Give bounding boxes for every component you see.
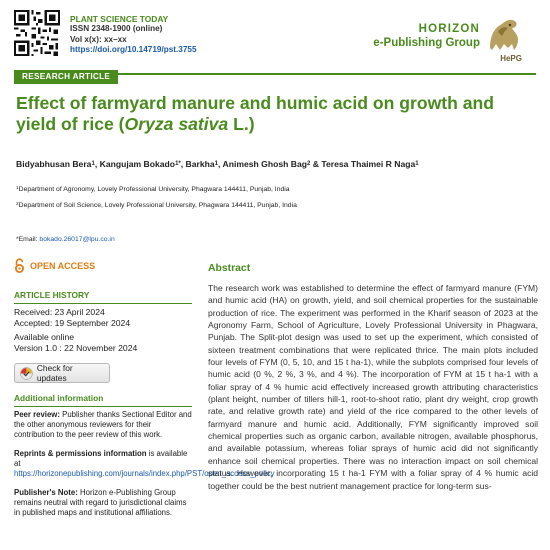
available-online: Available online xyxy=(14,332,75,342)
additional-information xyxy=(14,393,275,518)
peer-review-label: Peer review: xyxy=(14,410,60,419)
title-suffix: L.) xyxy=(228,114,255,134)
reprints-label: Reprints & permissions information xyxy=(14,449,147,458)
page-header xyxy=(14,10,536,70)
author-affiliation-marker: 1 xyxy=(91,160,95,167)
publisher-line-2: e-Publishing Group xyxy=(373,37,480,49)
journal-name[interactable]: PLANT SCIENCE TODAY xyxy=(70,14,169,24)
publisher-note-label: Publisher's Note: xyxy=(14,488,78,497)
reprints-link[interactable]: https://horizonepublishing.com/journals/index.php/PST/open_access_policy xyxy=(14,469,275,478)
author-name: Barkha xyxy=(185,159,215,169)
author-affiliation-marker: 1 xyxy=(415,160,419,167)
version-date: Version 1.0 : 22 November 2024 xyxy=(14,343,138,353)
accepted-date: Accepted: 19 September 2024 xyxy=(14,318,131,328)
check-for-updates-label: Check for updates xyxy=(36,363,73,383)
corresponding-email xyxy=(16,236,115,243)
additional-info-heading: Additional information xyxy=(14,393,104,403)
crossmark-icon xyxy=(20,367,33,380)
open-access-row xyxy=(14,258,192,273)
publisher-note xyxy=(14,488,192,518)
article-type-badge: RESEARCH ARTICLE xyxy=(14,70,118,84)
check-for-updates-button[interactable] xyxy=(14,363,110,383)
peer-review-note xyxy=(14,410,192,440)
author-affiliation-marker: 1* xyxy=(175,160,181,167)
article-history-heading: ARTICLE HISTORY xyxy=(14,290,90,300)
author-name: Animesh Ghosh Bag xyxy=(222,159,308,169)
journal-issn: ISSN 2348-1900 (online) xyxy=(70,24,163,34)
email-link[interactable]: bokado.26017@lpu.co.in xyxy=(39,236,115,243)
additional-divider xyxy=(14,406,192,407)
publisher-name xyxy=(373,22,480,50)
affiliation-marker: 2 xyxy=(16,202,19,208)
affiliation-text: Department of Soil Science, Lovely Professional University, Phagwara 144411, Punjab, India xyxy=(18,202,297,209)
affiliation-text: Department of Agronomy, Lovely Professional University, Phagwara 144411, Punjab, India xyxy=(18,186,290,193)
reprints-text: is available at xyxy=(14,449,188,468)
open-lock-icon xyxy=(14,258,25,273)
author-list: Bidyabhusan Bera$^1$, Kangujam Bokado$^{1*}$, Barkha$^1$, Animesh Ghosh Bag$^2$ & Teresa Thaimei R Naga$^1$ xyxy=(16,159,419,169)
affiliation-2 xyxy=(16,202,297,209)
title-species: Oryza sativa xyxy=(124,114,229,134)
reprints-note xyxy=(14,449,275,479)
open-access-label: OPEN ACCESS xyxy=(30,260,96,271)
affiliation-1 xyxy=(16,186,290,193)
author-name: Teresa Thaimei R Naga xyxy=(321,159,416,169)
abstract-text: The research work was established to determine the effect of farmyard manure (FYM) and humic acid (HA) on growth, yield, and soil chemical properties for the sustainable production of rice. The experiment was performed in the Kharif season of 2023 at the Agronomy Farm, School of Agriculture, Lovely Professional University in Phagwara, Punjab. The Split-plot design was used to set up the experiment, which consisted of sixteen treatment combinations that were replicated thrice. The main plots included four levels of FYM (0, 5, 10, and 15 t ha-1), while the subplots comprised four levels of humic acid (0 %, 2 %, 3 %, and 4 %). The incorporation of FYM at 15 t ha-1 with a foliar spray of 4 % humic acid effectively increased growth attributing characteristics (plant height, number of tillers hill-1, root-to-shoot ratio, plant dry weight, crop growth rate, and relative growth rate) and yield of the rice compared to the other levels of farmyard manure and humic acid. Additionally, FYM significantly improved soil chemical properties such as organic carbon, available nitrogen, available phosphorus, and available potassium, whereas foliar sprays of humic acid did not significantly enhance soil chemical properties. There was no interaction impact on soil chemical status. However, incorporating 15 t ha-1 FYM with a foliar spray of 4 % humic acid together could be the best nutrient management practice for long-term sus- xyxy=(208,283,538,491)
author-affiliation-marker: 2 xyxy=(307,160,311,167)
author-name: Kangujam Bokado xyxy=(99,159,176,169)
abstract-heading: Abstract xyxy=(208,263,251,274)
title-main: Effect of farmyard manure and humic acid on growth and yield of rice ( xyxy=(16,93,495,134)
publisher-line-1: HORIZON xyxy=(418,23,480,35)
publisher-note-text: Horizon e-Publishing Group remains neutral with regard to jurisdictional claims in published maps and institutional affiliations. xyxy=(14,488,187,517)
qr-code-icon[interactable] xyxy=(14,10,60,56)
received-date: Received: 23 April 2024 xyxy=(14,307,105,317)
peer-review-text: Publisher thanks Sectional Editor and the other anonymous reviewers for their contribution to the peer review of this work. xyxy=(14,410,192,439)
author-affiliation-marker: 1 xyxy=(214,160,219,167)
doi-link[interactable]: https://doi.org/10.14719/pst.3755 xyxy=(70,45,197,55)
journal-info xyxy=(70,14,197,56)
email-label: *Email: xyxy=(16,236,40,243)
affiliation-marker: 1 xyxy=(16,186,19,192)
article-title xyxy=(16,93,536,135)
publisher-logo-text: HePG xyxy=(500,54,522,63)
history-divider xyxy=(14,303,192,304)
article-history xyxy=(14,290,192,354)
journal-volume: Vol x(x): xx–xx xyxy=(70,34,127,44)
author-name: Bidyabhusan Bera xyxy=(16,159,92,169)
